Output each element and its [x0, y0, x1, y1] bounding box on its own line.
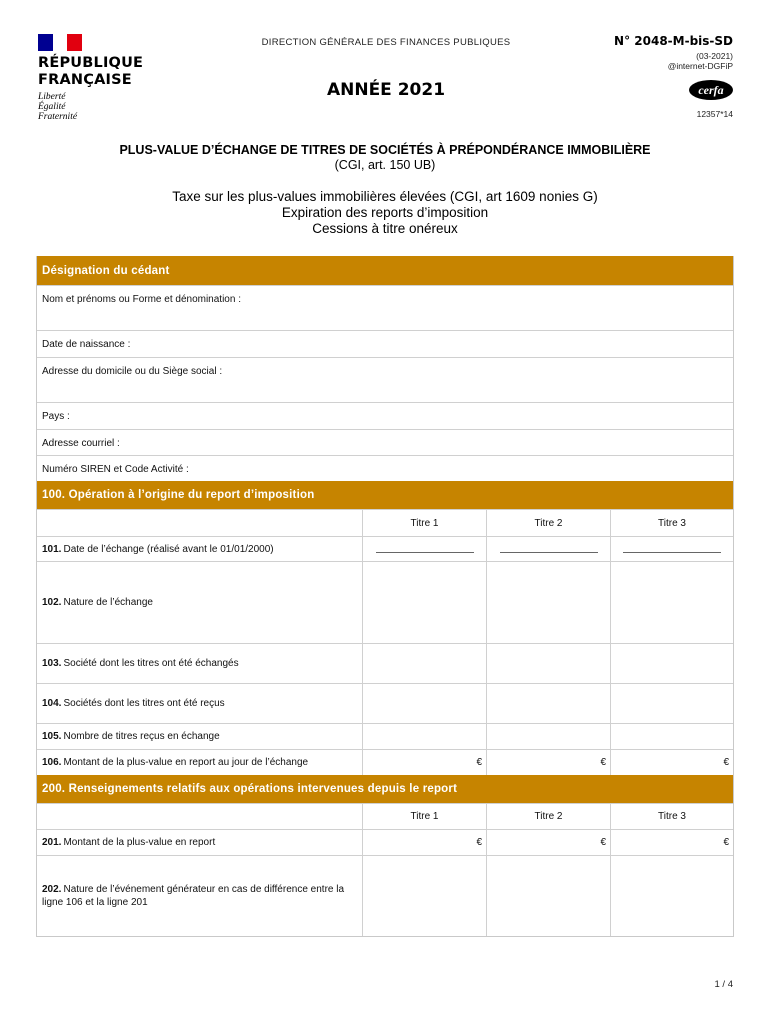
line-105-titre-2-input[interactable] — [487, 724, 611, 749]
section-100-column-headers — [37, 509, 733, 536]
line-label: Nature de l’événement générateur en cas de différence entre la ligne 106 et la ligne 201 — [42, 884, 345, 908]
cerfa-number: 12357*14 — [696, 109, 733, 119]
form-legal-ref: (CGI, art. 150 UB) — [334, 158, 436, 172]
line-104-titre-2-input[interactable] — [487, 684, 611, 723]
col-titre-2: Titre 2 — [487, 804, 611, 829]
form-main-title: PLUS-VALUE D’ÉCHANGE DE TITRES DE SOCIÉTÉS À PRÉPONDÉRANCE IMMOBILIÈRE — [119, 143, 651, 157]
line-202-titre-3-input[interactable] — [611, 856, 733, 936]
line-104-titre-1-input[interactable] — [363, 684, 487, 723]
section-200-column-headers — [37, 803, 733, 829]
header-empty-cell — [37, 804, 363, 829]
euro-symbol: € — [723, 837, 729, 848]
col-titre-3: Titre 3 — [658, 517, 686, 529]
line-105-titre-1-input[interactable] — [363, 724, 487, 749]
marianne-flag-icon — [38, 34, 82, 51]
line-102-label — [37, 562, 363, 643]
line-number: 106. — [42, 757, 62, 768]
line-number: 104. — [42, 698, 62, 709]
line-103-titre-1-input[interactable] — [363, 644, 487, 683]
form-number: N° 2048-M-bis-SD — [614, 34, 733, 48]
field-nom[interactable] — [37, 285, 733, 330]
line-label: Date de l’échange (réalisé avant le 01/01/2000) — [63, 543, 274, 555]
line-202-titre-2-input[interactable] — [487, 856, 611, 936]
line-102-titre-2-input[interactable] — [487, 562, 611, 643]
line-number: 201. — [42, 837, 62, 848]
line-label: Montant de la plus-value en report — [63, 837, 216, 848]
line-103-titre-3-input[interactable] — [611, 644, 733, 683]
line-number: 102. — [42, 597, 62, 608]
line-201-label — [37, 830, 363, 855]
devise-liberte: Liberté — [38, 92, 66, 102]
subtitle-line-3: Cessions à titre onéreux — [312, 221, 458, 236]
line-201-titre-3-input[interactable] — [611, 830, 733, 855]
line-202 — [37, 855, 733, 936]
direction-label: DIRECTION GÉNÉRALE DES FINANCES PUBLIQUES — [261, 37, 511, 48]
line-label: Nature de l’échange — [63, 597, 153, 608]
field-adresse[interactable] — [37, 357, 733, 402]
field-naissance[interactable] — [37, 330, 733, 357]
line-104-label — [37, 684, 363, 723]
line-103-label — [37, 644, 363, 683]
euro-symbol: € — [723, 757, 729, 768]
euro-symbol: € — [476, 757, 482, 768]
line-102-titre-3-input[interactable] — [611, 562, 733, 643]
line-106-titre-1-input[interactable] — [363, 750, 487, 775]
field-courriel-label: Adresse courriel : — [42, 438, 120, 449]
line-101-titre-2-input[interactable] — [487, 537, 611, 561]
line-number: 202. — [42, 884, 62, 895]
line-102 — [37, 561, 733, 643]
field-siren-label: Numéro SIREN et Code Activité : — [42, 464, 189, 475]
line-label: Nombre de titres reçus en échange — [63, 731, 220, 742]
form-version-block — [668, 51, 733, 71]
line-103-titre-2-input[interactable] — [487, 644, 611, 683]
line-label: Montant de la plus-value en report au jour de l’échange — [63, 757, 309, 768]
col-titre-1: Titre 1 — [363, 510, 487, 536]
line-number: 103. — [42, 658, 62, 669]
line-105 — [37, 723, 733, 749]
line-103 — [37, 643, 733, 683]
line-201-titre-1-input[interactable] — [363, 830, 487, 855]
line-202-titre-1-input[interactable] — [363, 856, 487, 936]
line-106-titre-3-input[interactable] — [611, 750, 733, 775]
line-104-titre-3-input[interactable] — [611, 684, 733, 723]
subtitle-line-2: Expiration des reports d’imposition — [281, 205, 489, 220]
euro-symbol: € — [476, 837, 482, 848]
line-101 — [37, 536, 733, 561]
line-106-titre-2-input[interactable] — [487, 750, 611, 775]
line-101-titre-1-input[interactable] — [363, 537, 487, 561]
form-subtitle — [36, 189, 734, 237]
line-101-label — [37, 537, 363, 561]
line-106 — [37, 749, 733, 775]
col-titre-1: Titre 1 — [363, 804, 487, 829]
field-pays[interactable] — [37, 402, 733, 429]
euro-symbol: € — [600, 757, 606, 768]
field-nom-label: Nom et prénoms ou Forme et dénomination : — [42, 294, 241, 305]
line-105-titre-3-input[interactable] — [611, 724, 733, 749]
field-courriel[interactable] — [37, 429, 733, 455]
line-label: Société dont les titres ont été échangés — [63, 658, 239, 669]
line-101-titre-3-input[interactable] — [611, 537, 733, 561]
page-number: 1 / 4 — [714, 979, 733, 990]
declaration-form — [36, 256, 734, 937]
field-naissance-label: Date de naissance : — [42, 339, 131, 350]
devise-egalite: Égalité — [38, 102, 66, 112]
line-label: Sociétés dont les titres ont été reçus — [63, 698, 225, 709]
logo-line-2: FRANÇAISE — [38, 72, 132, 88]
line-104 — [37, 683, 733, 723]
subtitle-line-1: Taxe sur les plus-values immobilières élevées (CGI, art 1609 nonies G) — [172, 189, 598, 204]
line-201 — [37, 829, 733, 855]
line-number: 101. — [42, 543, 62, 555]
annee-title: ANNÉE 2021 — [326, 80, 446, 100]
cerfa-logo: cerfa — [689, 80, 733, 100]
col-titre-3: Titre 3 — [658, 811, 686, 822]
section-200-header: 200. Renseignements relatifs aux opérations intervenues depuis le report — [37, 775, 733, 803]
logo-line-1: RÉPUBLIQUE — [38, 55, 144, 71]
devise-fraternite: Fraternité — [38, 112, 78, 122]
section-100-header: 100. Opération à l’origine du report d’imposition — [37, 481, 733, 509]
republique-francaise-logo — [38, 34, 158, 122]
line-202-label — [37, 856, 363, 936]
line-number: 105. — [42, 731, 62, 742]
form-source: @internet-DGFiP — [667, 61, 733, 71]
line-106-label — [37, 750, 363, 775]
line-102-titre-1-input[interactable] — [363, 562, 487, 643]
header-empty-cell — [37, 510, 363, 536]
form-version: (03-2021) — [696, 51, 733, 61]
line-105-label — [37, 724, 363, 749]
field-adresse-label: Adresse du domicile ou du Siège social : — [42, 366, 223, 377]
section-cedant-header: Désignation du cédant — [37, 256, 733, 285]
col-titre-2: Titre 2 — [487, 510, 611, 536]
field-pays-label: Pays : — [42, 411, 70, 422]
line-201-titre-2-input[interactable] — [487, 830, 611, 855]
euro-symbol: € — [600, 837, 606, 848]
field-siren[interactable] — [37, 455, 733, 481]
